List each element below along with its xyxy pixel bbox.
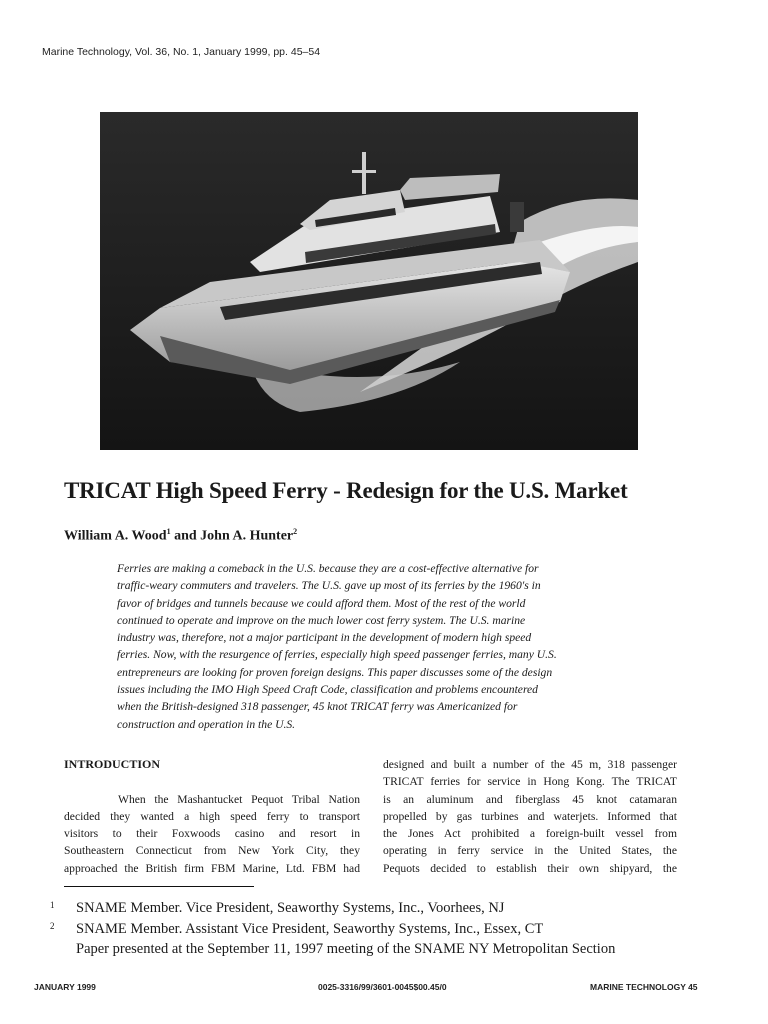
- abstract-line: construction and operation in the U.S.: [117, 717, 296, 731]
- body-line: Pequots decided to establish their own shipyard, the: [383, 861, 677, 875]
- body-line: designed and built a number of the 45 m, 318 passenger: [383, 758, 677, 771]
- author-line: [64, 527, 297, 545]
- abstract-line: entrepreneurs are looking for proven foreign designs. This paper discusses some of the design: [117, 665, 553, 679]
- footnote: [50, 898, 710, 919]
- section-heading: INTRODUCTION: [64, 757, 161, 771]
- footnote-marker: 2: [50, 920, 55, 931]
- ferry-photo-illustration: [100, 112, 638, 450]
- body-line: propelled by gas turbines and waterjets. Informed that: [383, 809, 677, 823]
- body-line: TRICAT ferries for service in Hong Kong. The TRICAT: [383, 775, 677, 789]
- body-line: decided they wanted a high speed ferry to transport: [64, 809, 360, 823]
- footer-journal-page: MARINE TECHNOLOGY 45: [590, 982, 698, 992]
- body-line: When the Mashantucket Pequot Tribal Nation: [118, 792, 360, 806]
- body-line: operating in ferry service in the United States, the: [383, 844, 677, 858]
- footnote-text: SNAME Member. Assistant Vice President, Seaworthy Systems, Inc., Essex, CT: [76, 920, 544, 937]
- author-name: John A. Hunter: [200, 528, 294, 544]
- footnote-marker: 1: [166, 527, 171, 536]
- body-line: visitors to their Foxwoods casino and resort in: [64, 827, 360, 841]
- footnote-divider: [64, 886, 254, 887]
- author-conjunction: and: [170, 528, 201, 544]
- abstract-line: continued to operate and improve on the much lower cost ferry system. The U.S. marine: [117, 613, 526, 627]
- body-line: approached the British firm FBM Marine, Ltd. FBM had: [64, 861, 360, 875]
- abstract-line: favor of bridges and tunnels because we could afford them. Most of the rest of the world: [117, 596, 526, 610]
- right-column: [383, 756, 677, 877]
- abstract-line: traffic-weary commuters and travelers. The U.S. gave up most of its ferries by the 1960's in: [117, 579, 541, 593]
- author-name: William A. Wood: [64, 528, 167, 544]
- left-column: [64, 756, 360, 877]
- body-line: the Jones Act prohibited a foreign-built vessel from: [383, 827, 677, 841]
- body-line: Southeastern Connecticut from New York City, they: [64, 844, 360, 858]
- footnote-marker: 1: [50, 900, 55, 910]
- footnote-text: Paper presented at the September 11, 1997 meeting of the SNAME NY Metropolitan Section: [76, 941, 616, 957]
- ferry-photo: [100, 112, 638, 450]
- body-line: is an aluminum and fiberglass 45 knot catamaran: [383, 792, 677, 806]
- footer-date: JANUARY 1999: [34, 982, 96, 992]
- paper-title: TRICAT High Speed Ferry - Redesign for the U.S. Market: [64, 478, 628, 503]
- abstract-line: when the British-designed 318 passenger, 45 knot TRICAT ferry was Americanized for: [117, 700, 518, 714]
- abstract-line: industry was, therefore, not a major participant in the development of modern high speed: [117, 631, 532, 645]
- abstract: [117, 560, 632, 733]
- abstract-line: ferries. Now, with the resurgence of ferries, especially high speed passenger ferries, many U.S.: [117, 648, 557, 662]
- footnote: [50, 939, 710, 960]
- footnote-text: SNAME Member. Vice President, Seaworthy Systems, Inc., Voorhees, NJ: [76, 900, 505, 916]
- footnote-marker: 2: [293, 527, 298, 536]
- footnotes: [50, 898, 710, 960]
- footnote: [50, 919, 710, 940]
- abstract-line: issues including the IMO High Speed Craft Code, classification and problems encountered: [117, 683, 538, 697]
- journal-citation: Marine Technology, Vol. 36, No. 1, January 1999, pp. 45–54: [42, 46, 321, 58]
- abstract-line: Ferries are making a comeback in the U.S. because they are a cost-effective alternative for: [117, 562, 539, 575]
- footer-code: 0025-3316/99/3601-0045$00.45/0: [318, 982, 447, 992]
